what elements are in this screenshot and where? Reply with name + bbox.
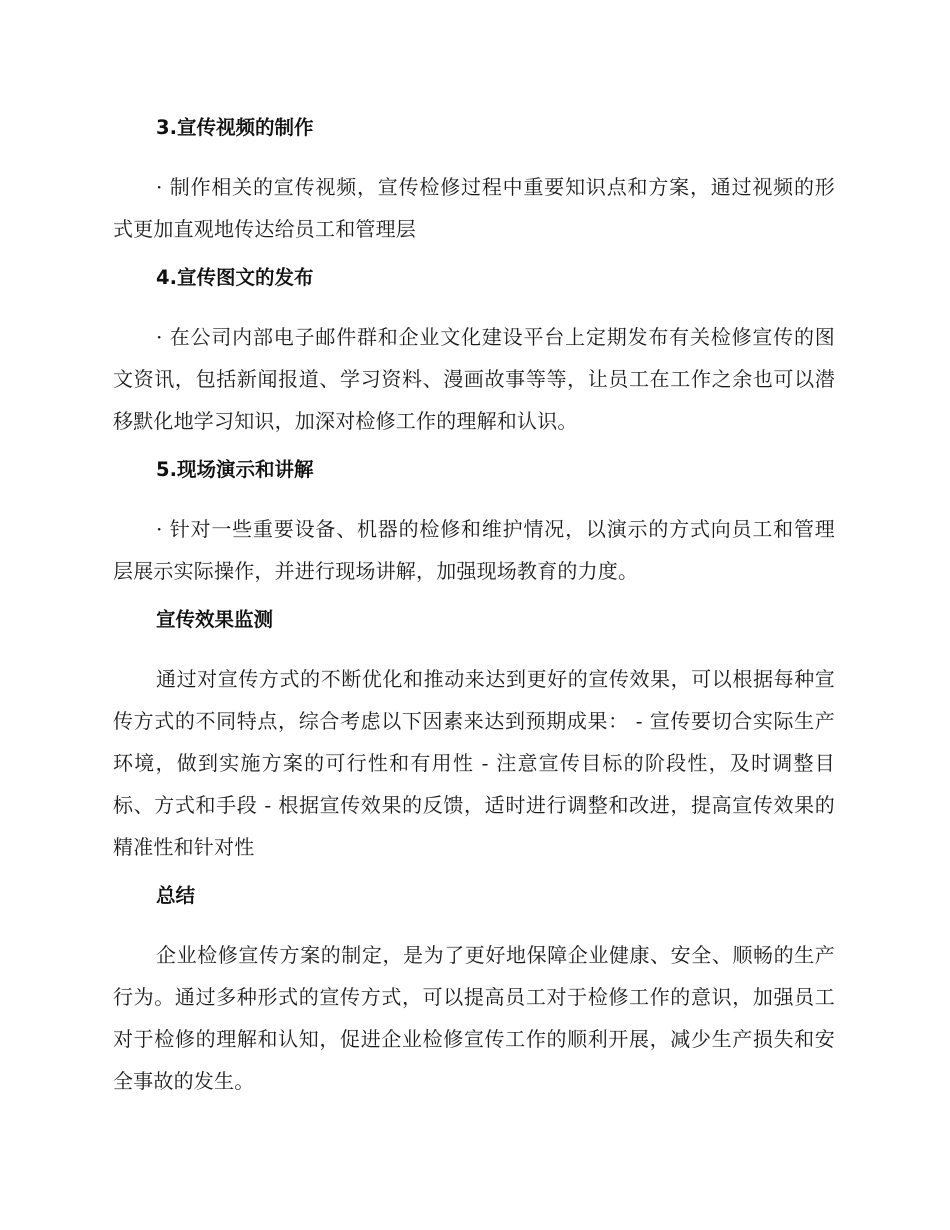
document-page	[113, 100, 835, 1116]
section-heading-graphics: 4.宣传图文的发布	[156, 266, 314, 289]
section-paragraph-video: · 制作相关的宣传视频，宣传检修过程中重要知识点和方案，通过视频的形式更加直观地传达给员工和管理层	[113, 175, 835, 241]
section-heading-demo: 5.现场演示和讲解	[156, 458, 314, 481]
section-heading-monitoring: 宣传效果监测	[156, 608, 274, 631]
section-paragraph-summary: 企业检修宣传方案的制定，是为了更好地保障企业健康、安全、顺畅的生产行为。通过多种形式的宣传方式，可以提高员工对于检修工作的意识，加强员工对于检修的理解和认知，促进企业检修宣传工作的顺利开展，减少生产损失和安全事故的发生。	[113, 943, 835, 1093]
section-heading-summary: 总结	[156, 884, 196, 907]
section-paragraph-demo: · 针对一些重要设备、机器的检修和维护情况，以演示的方式向员工和管理层展示实际操作，并进行现场讲解，加强现场教育的力度。	[113, 517, 835, 583]
section-paragraph-graphics: · 在公司内部电子邮件群和企业文化建设平台上定期发布有关检修宣传的图文资讯，包括新闻报道、学习资料、漫画故事等等，让员工在工作之余也可以潜移默化地学习知识，加深对检修工作的理解和认识。	[113, 325, 835, 433]
section-paragraph-monitoring: 通过对宣传方式的不断优化和推动来达到更好的宣传效果，可以根据每种宣传方式的不同特点，综合考虑以下因素来达到预期成果： - 宣传要切合实际生产环境，做到实施方案的可行性和有用性 - 注意宣传目标的阶段性，及时调整目标、方式和手段 - 根据宣传效果的反馈，适时进行调整和改进，提高宣传效果的精准性和针对性	[113, 667, 835, 859]
section-heading-video: 3.宣传视频的制作	[156, 116, 314, 139]
